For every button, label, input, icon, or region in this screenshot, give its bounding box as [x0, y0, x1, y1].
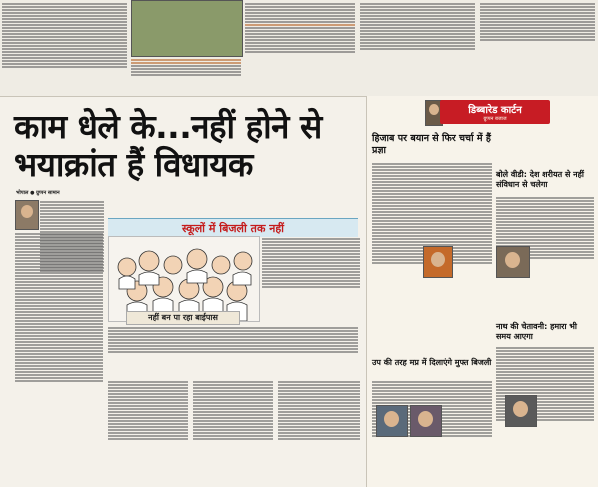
pragya-photo: [423, 246, 453, 278]
crowd-cartoon-illustration: [108, 236, 260, 322]
top-column-1: [2, 2, 127, 92]
left-body-column: [15, 232, 103, 482]
lower-column-2: [193, 380, 273, 482]
top-article-strip: [0, 0, 598, 97]
top-column-5: [480, 2, 595, 92]
schools-no-electricity-banner: स्कूलों में बिजली तक नहीं: [108, 218, 358, 237]
main-headline: [14, 108, 359, 184]
reporter-photo: [15, 200, 39, 230]
lower-column-3: [278, 380, 360, 482]
right-subhead-electricity: उप की तरह मप्र में दिलाएंगे मुफ्त बिजली: [372, 358, 492, 367]
main-headline-line-1: काम धेले के...नहीं होने से: [14, 107, 322, 146]
cartoon-caption: नहीं बन पा रहा बाईपास: [126, 311, 240, 325]
middle-body-column-top: [262, 237, 360, 322]
top-column-3: [245, 2, 355, 92]
byline: भोपाल ● ग्रुप्पन सामान: [16, 190, 60, 196]
person-photo-2: [410, 405, 442, 437]
middle-wide-paragraph: [108, 326, 358, 376]
right-headline-vd: बोले वीडी: देश शरीयत से नहीं संविधान से चलेगा: [496, 170, 584, 189]
top-column-2: [131, 58, 241, 94]
nath-photo: [505, 395, 537, 427]
column-logo-title: डिब्बारेड कार्टन: [468, 105, 522, 116]
lower-column-1: [108, 380, 188, 482]
main-headline-line-2: भयाक्रांत हैं विधायक: [14, 145, 253, 184]
right-headline-nath: नाथ की चेतावनी: हमारा भी समय आएगा: [496, 322, 577, 341]
person-photo-1: [376, 405, 408, 437]
right-headline-hijab: हिजाब पर बयान से फिर चर्चा में हैं प्रज्ञा: [372, 133, 491, 156]
crowd-cartoon-svg: [109, 237, 259, 321]
column-logo-byline: ग्रुप्पन बजाज: [483, 116, 507, 122]
vd-photo: [496, 246, 530, 278]
top-column-4: [360, 2, 475, 92]
top-photo: [131, 0, 243, 57]
column-logo: [440, 100, 550, 124]
